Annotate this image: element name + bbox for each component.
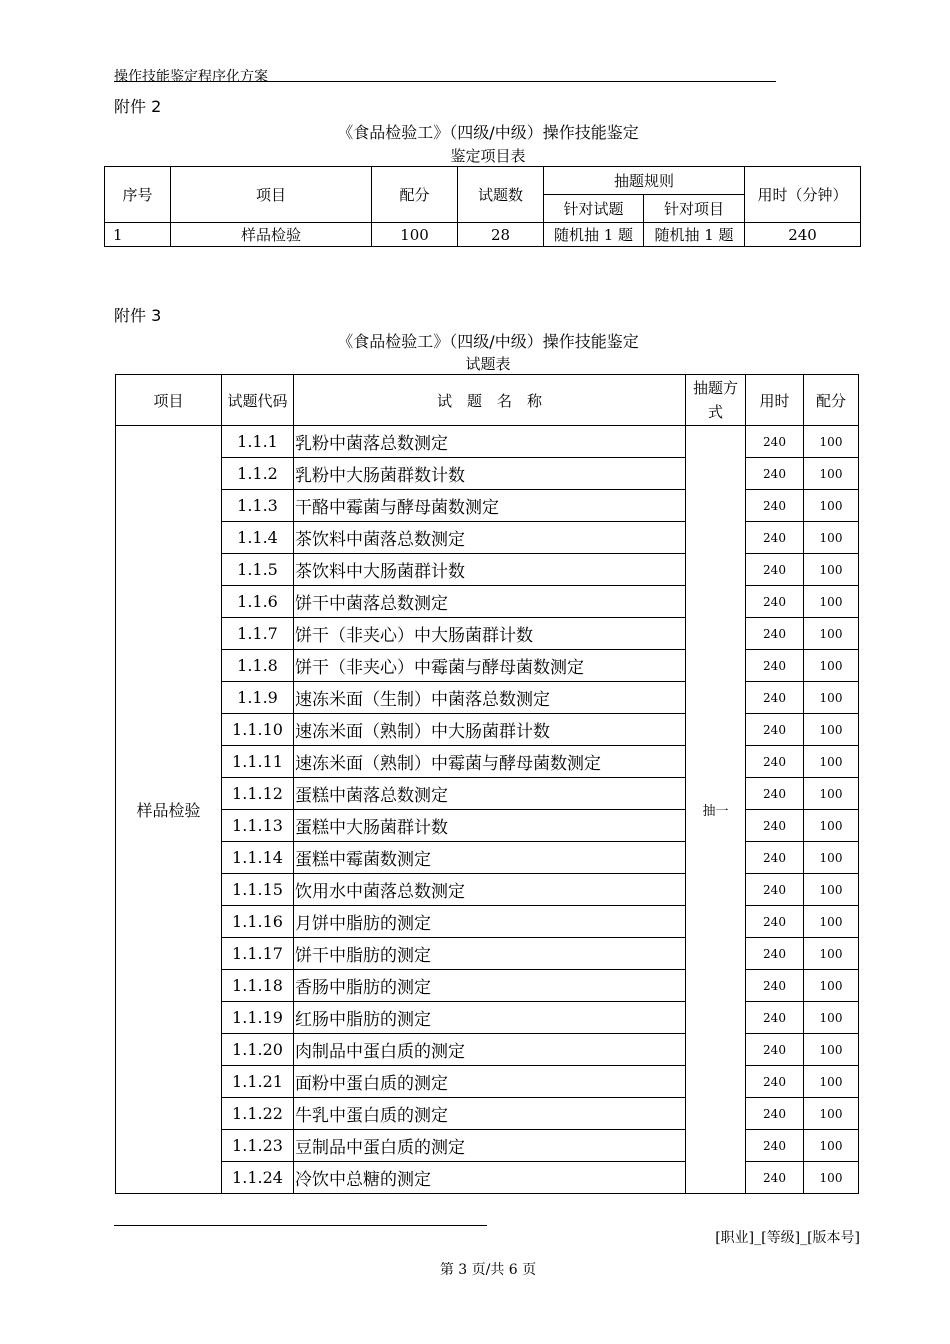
- cell-rule-item: 随机抽 1 题: [644, 223, 745, 247]
- cell-score: 100: [804, 618, 859, 650]
- cell-time: 240: [746, 554, 804, 586]
- cell-name: 蛋糕中菌落总数测定: [294, 778, 686, 810]
- cell-score: 100: [804, 1034, 859, 1066]
- cell-code: 1.1.2: [222, 458, 294, 490]
- table-row: [116, 650, 859, 682]
- table-row: [116, 746, 859, 778]
- cell-score: 100: [804, 874, 859, 906]
- cell-time: 240: [746, 842, 804, 874]
- cell-score: 100: [804, 938, 859, 970]
- cell-code: 1.1.24: [222, 1162, 294, 1194]
- cell-score: 100: [804, 554, 859, 586]
- cell-score: 100: [804, 714, 859, 746]
- assessment-items-table: [104, 166, 861, 247]
- cell-code: 1.1.5: [222, 554, 294, 586]
- cell-name: 饼干中菌落总数测定: [294, 586, 686, 618]
- cell-time: 240: [746, 1098, 804, 1130]
- cell-seq: 1: [105, 223, 171, 247]
- cell-time: 240: [746, 1034, 804, 1066]
- cell-name: 红肠中脂肪的测定: [294, 1002, 686, 1034]
- cell-item: 样品检验: [171, 223, 372, 247]
- table-row: [116, 1002, 859, 1034]
- cell-code: 1.1.13: [222, 810, 294, 842]
- cell-time: 240: [746, 1002, 804, 1034]
- cell-code: 1.1.10: [222, 714, 294, 746]
- cell-score: 100: [804, 810, 859, 842]
- cell-count: 28: [458, 223, 544, 247]
- attachment-2-title: 《食品检验工》（四级/中级）操作技能鉴定: [337, 123, 639, 142]
- cell-score: 100: [804, 426, 859, 458]
- table-row: [116, 970, 859, 1002]
- table-row: [116, 554, 859, 586]
- table-row: [116, 490, 859, 522]
- table-row: [116, 682, 859, 714]
- cell-score: 100: [804, 650, 859, 682]
- header-seq: 序号: [105, 167, 171, 223]
- cell-code: 1.1.12: [222, 778, 294, 810]
- cell-code: 1.1.23: [222, 1130, 294, 1162]
- cell-name: 饼干中脂肪的测定: [294, 938, 686, 970]
- cell-code: 1.1.4: [222, 522, 294, 554]
- cell-name: 冷饮中总糖的测定: [294, 1162, 686, 1194]
- cell-code: 1.1.9: [222, 682, 294, 714]
- cell-rule-question: 随机抽 1 题: [544, 223, 644, 247]
- cell-name: 面粉中蛋白质的测定: [294, 1066, 686, 1098]
- cell-score: 100: [804, 746, 859, 778]
- header-time: 用时: [746, 375, 804, 426]
- attachment-2-label: 附件 2: [114, 97, 162, 116]
- cell-name: 饼干（非夹心）中霉菌与酵母菌数测定: [294, 650, 686, 682]
- cell-name: 茶饮料中大肠菌群计数: [294, 554, 686, 586]
- table-row: [116, 586, 859, 618]
- cell-name: 蛋糕中大肠菌群计数: [294, 810, 686, 842]
- cell-name: 肉制品中蛋白质的测定: [294, 1034, 686, 1066]
- cell-code: 1.1.20: [222, 1034, 294, 1066]
- cell-time: 240: [746, 458, 804, 490]
- cell-time: 240: [746, 586, 804, 618]
- attachment-3-title: 《食品检验工》（四级/中级）操作技能鉴定: [337, 332, 639, 351]
- table-row: [116, 1130, 859, 1162]
- table-row: [116, 522, 859, 554]
- cell-name: 豆制品中蛋白质的测定: [294, 1130, 686, 1162]
- cell-name: 饼干（非夹心）中大肠菌群计数: [294, 618, 686, 650]
- cell-score: 100: [804, 458, 859, 490]
- cell-code: 1.1.22: [222, 1098, 294, 1130]
- cell-code: 1.1.8: [222, 650, 294, 682]
- cell-name: 茶饮料中菌落总数测定: [294, 522, 686, 554]
- header-method: 抽题方式: [686, 375, 746, 426]
- cell-name: 乳粉中菌落总数测定: [294, 426, 686, 458]
- cell-score: 100: [804, 522, 859, 554]
- header-rule-question: 针对试题: [544, 195, 644, 223]
- cell-time: 240: [746, 650, 804, 682]
- header-code: 试题代码: [222, 375, 294, 426]
- cell-name: 干酪中霉菌与酵母菌数测定: [294, 490, 686, 522]
- cell-score: 100: [804, 842, 859, 874]
- table-row: [116, 1034, 859, 1066]
- header-rule: 抽题规则: [544, 167, 745, 195]
- cell-score: 100: [804, 1162, 859, 1194]
- header-count: 试题数: [458, 167, 544, 223]
- cell-code: 1.1.7: [222, 618, 294, 650]
- table-row: [116, 778, 859, 810]
- footer-divider: [114, 1225, 487, 1226]
- cell-time: 240: [746, 522, 804, 554]
- cell-time: 240: [746, 490, 804, 522]
- cell-code: 1.1.16: [222, 906, 294, 938]
- table-row: [116, 458, 859, 490]
- table-row: [116, 810, 859, 842]
- question-table: [115, 374, 859, 1194]
- cell-time: 240: [746, 714, 804, 746]
- cell-score: 100: [804, 586, 859, 618]
- cell-method: 抽一: [686, 426, 746, 1194]
- header-name: 试 题 名 称: [294, 375, 686, 426]
- cell-time: 240: [746, 426, 804, 458]
- table-row: [116, 618, 859, 650]
- header-time: 用时（分钟）: [745, 167, 861, 223]
- cell-time: 240: [746, 682, 804, 714]
- cell-code: 1.1.1: [222, 426, 294, 458]
- cell-score: 100: [804, 906, 859, 938]
- cell-score: 100: [804, 1002, 859, 1034]
- cell-time: 240: [746, 778, 804, 810]
- cell-time: 240: [746, 906, 804, 938]
- cell-code: 1.1.15: [222, 874, 294, 906]
- cell-name: 香肠中脂肪的测定: [294, 970, 686, 1002]
- cell-time: 240: [746, 1162, 804, 1194]
- cell-time: 240: [745, 223, 861, 247]
- cell-code: 1.1.3: [222, 490, 294, 522]
- cell-name: 饮用水中菌落总数测定: [294, 874, 686, 906]
- cell-time: 240: [746, 874, 804, 906]
- cell-score: 100: [372, 223, 458, 247]
- header-score: 配分: [372, 167, 458, 223]
- cell-score: 100: [804, 970, 859, 1002]
- cell-name: 月饼中脂肪的测定: [294, 906, 686, 938]
- cell-score: 100: [804, 1098, 859, 1130]
- cell-time: 240: [746, 810, 804, 842]
- table-row: [116, 714, 859, 746]
- header-item: 项目: [116, 375, 222, 426]
- cell-item: 样品检验: [116, 426, 222, 1194]
- cell-code: 1.1.6: [222, 586, 294, 618]
- cell-time: 240: [746, 618, 804, 650]
- table-row: [116, 426, 859, 458]
- cell-code: 1.1.11: [222, 746, 294, 778]
- cell-score: 100: [804, 778, 859, 810]
- cell-score: 100: [804, 682, 859, 714]
- attachment-3-subtitle: 试题表: [465, 355, 511, 373]
- cell-name: 速冻米面（生制）中菌落总数测定: [294, 682, 686, 714]
- attachment-2-subtitle: 鉴定项目表: [450, 147, 526, 165]
- cell-code: 1.1.19: [222, 1002, 294, 1034]
- cell-code: 1.1.18: [222, 970, 294, 1002]
- cell-name: 乳粉中大肠菌群数计数: [294, 458, 686, 490]
- cell-name: 速冻米面（熟制）中霉菌与酵母菌数测定: [294, 746, 686, 778]
- cell-time: 240: [746, 746, 804, 778]
- table-row: [116, 1162, 859, 1194]
- footer-version: [职业]_[等级]_[版本号]: [715, 1230, 860, 1246]
- cell-score: 100: [804, 490, 859, 522]
- cell-name: 速冻米面（熟制）中大肠菌群计数: [294, 714, 686, 746]
- cell-name: 牛乳中蛋白质的测定: [294, 1098, 686, 1130]
- page-header: 操作技能鉴定程序化方案: [114, 69, 268, 85]
- header-divider: [114, 81, 776, 82]
- cell-time: 240: [746, 938, 804, 970]
- table-row: [116, 842, 859, 874]
- header-item: 项目: [171, 167, 372, 223]
- table-row: [116, 874, 859, 906]
- cell-score: 100: [804, 1066, 859, 1098]
- header-rule-item: 针对项目: [644, 195, 745, 223]
- table-row: [116, 938, 859, 970]
- cell-code: 1.1.14: [222, 842, 294, 874]
- cell-time: 240: [746, 1066, 804, 1098]
- cell-code: 1.1.17: [222, 938, 294, 970]
- header-score: 配分: [804, 375, 859, 426]
- cell-time: 240: [746, 970, 804, 1002]
- table-row: [116, 1098, 859, 1130]
- table-row: [116, 906, 859, 938]
- table-row: [116, 1066, 859, 1098]
- page-number: 第 3 页/共 6 页: [439, 1262, 537, 1278]
- cell-time: 240: [746, 1130, 804, 1162]
- cell-code: 1.1.21: [222, 1066, 294, 1098]
- cell-name: 蛋糕中霉菌数测定: [294, 842, 686, 874]
- attachment-3-label: 附件 3: [114, 306, 162, 325]
- cell-score: 100: [804, 1130, 859, 1162]
